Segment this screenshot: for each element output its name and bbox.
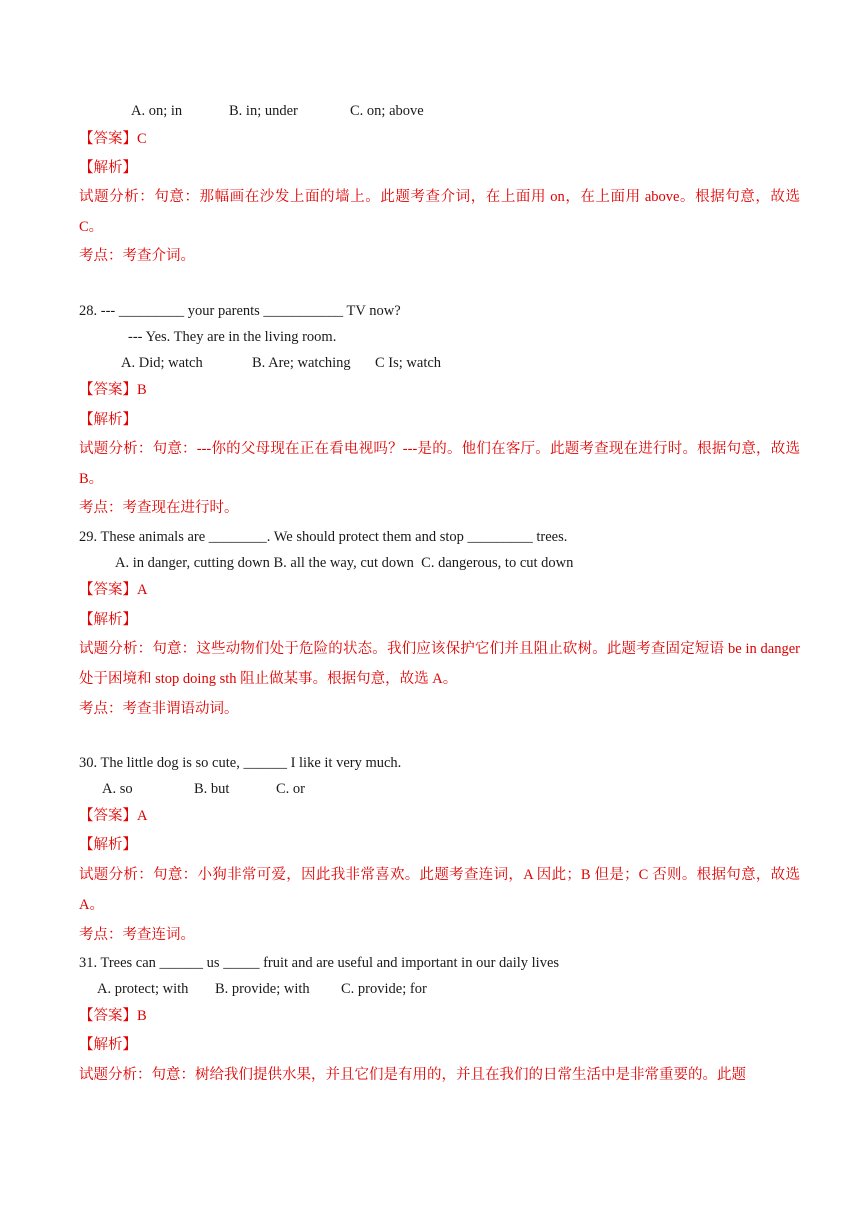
q29-point: 考点：考查非谓语动词。 bbox=[79, 701, 239, 717]
q31-options bbox=[97, 979, 800, 999]
q31-analysis-label: 【解析】 bbox=[79, 1037, 137, 1053]
q31-answer: 【答案】B bbox=[79, 1008, 147, 1024]
q28-point: 考点：考查现在进行时。 bbox=[79, 500, 239, 516]
q27-options bbox=[131, 101, 800, 121]
q29-option-b: B. all the way, cut down bbox=[273, 555, 414, 571]
q30-question: 30. The little dog is so cute, ______ I like it very much. bbox=[79, 755, 402, 771]
q28-analysis-label: 【解析】 bbox=[79, 412, 137, 428]
q30-option-b: B. but bbox=[194, 781, 230, 797]
q27-option-c: C. on; above bbox=[350, 103, 424, 119]
q29-option-a: A. in danger, cutting down bbox=[115, 555, 270, 571]
q31-option-a: A. protect; with bbox=[97, 981, 189, 997]
q30-analysis: 试题分析：句意：小狗非常可爱，因此我非常喜欢。此题考查连词，A 因此；B 但是；C 否则。根据句意，故选 A。 bbox=[79, 867, 800, 913]
q31-analysis: 试题分析：句意：树给我们提供水果，并且它们是有用的，并且在我们的日常生活中是非常重要的。此题 bbox=[79, 1067, 746, 1083]
q30-analysis-label: 【解析】 bbox=[79, 837, 137, 853]
q27-analysis: 试题分析：句意：那幅画在沙发上面的墙上。此题考查介词，在上面用 on，在上面用 above。根据句意，故选 C。 bbox=[79, 189, 800, 235]
q27-analysis-label: 【解析】 bbox=[79, 160, 137, 176]
q29-answer: 【答案】A bbox=[79, 582, 148, 598]
q28-options bbox=[121, 353, 800, 373]
q31-option-b: B. provide; with bbox=[215, 981, 310, 997]
q30-options bbox=[102, 779, 800, 799]
q28-option-b: B. Are; watching bbox=[252, 355, 351, 371]
q27-answer: 【答案】C bbox=[79, 131, 147, 147]
q29-analysis: 试题分析：句意：这些动物们处于危险的状态。我们应该保护它们并且阻止砍树。此题考查固定短语 be in danger 处于困境和 stop doing sth 阻止做某事。根据句意，故选 A。 bbox=[79, 641, 800, 687]
q29-question: 29. These animals are ________. We should protect them and stop _________ trees. bbox=[79, 529, 568, 545]
q29-analysis-label: 【解析】 bbox=[79, 612, 137, 628]
q27-point: 考点：考查介词。 bbox=[79, 248, 195, 264]
q28-reply: --- Yes. They are in the living room. bbox=[128, 329, 337, 345]
q30-point: 考点：考查连词。 bbox=[79, 927, 195, 943]
q27-option-b: B. in; under bbox=[229, 103, 298, 119]
q28-option-c: C Is; watch bbox=[375, 355, 442, 371]
q28-option-a: A. Did; watch bbox=[121, 355, 203, 371]
q29-option-c: C. dangerous, to cut down bbox=[421, 555, 574, 571]
q28-analysis: 试题分析：句意：---你的父母现在正在看电视吗？---是的。他们在客厅。此题考查现在进行时。根据句意，故选 B。 bbox=[79, 441, 800, 487]
q31-option-c: C. provide; for bbox=[341, 981, 427, 997]
q30-option-c: C. or bbox=[276, 781, 305, 797]
q31-question: 31. Trees can ______ us _____ fruit and are useful and important in our daily lives bbox=[79, 955, 560, 971]
q28-question: 28. --- _________ your parents ___________ TV now? bbox=[79, 303, 401, 319]
q30-answer: 【答案】A bbox=[79, 808, 148, 824]
q30-option-a: A. so bbox=[102, 781, 133, 797]
q28-answer: 【答案】B bbox=[79, 382, 147, 398]
q29-options bbox=[115, 553, 800, 573]
q27-option-a: A. on; in bbox=[131, 103, 183, 119]
